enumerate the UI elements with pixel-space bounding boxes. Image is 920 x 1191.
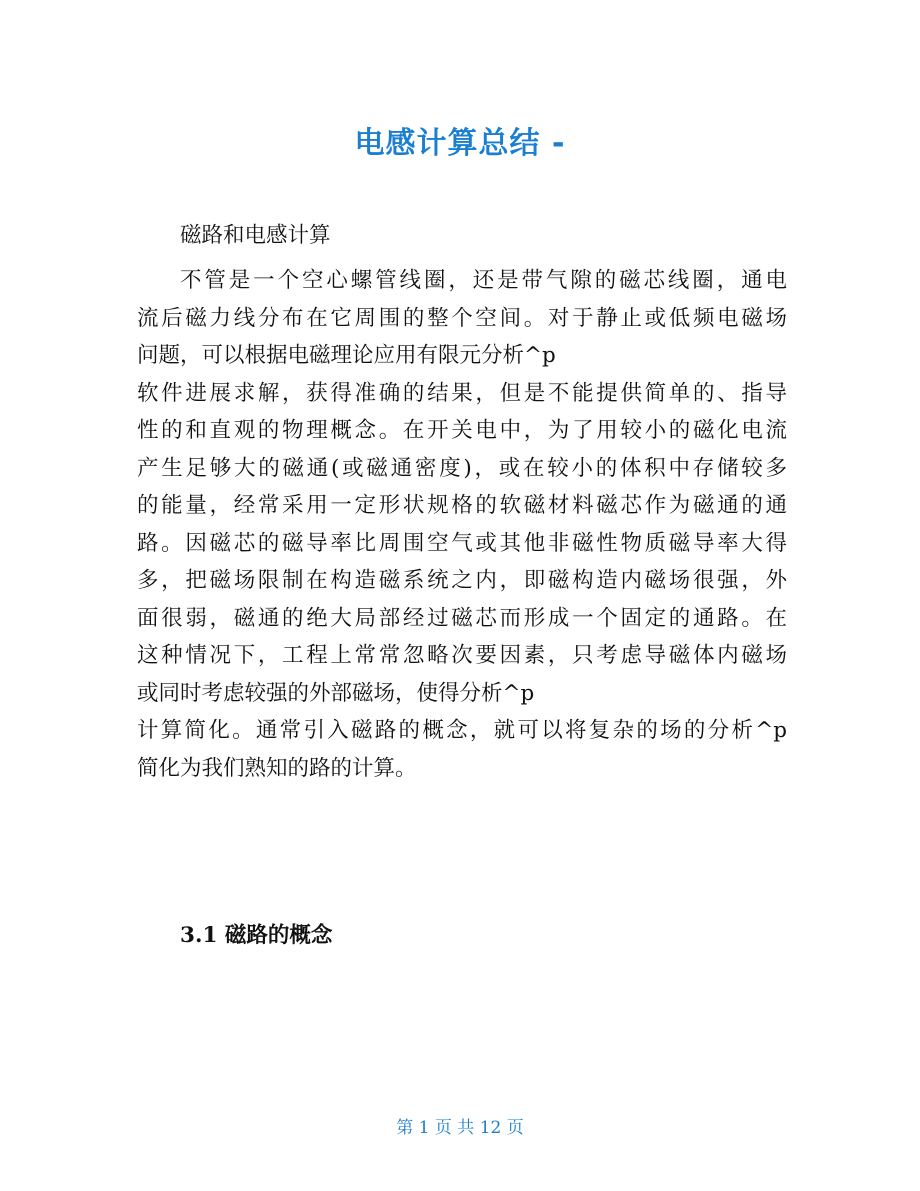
paragraph-line: 性的和直观的物理概念。在开关电中，为了用较小的磁化电流 <box>137 418 787 443</box>
paragraph-line: 面很弱，磁通的绝大局部经过磁芯而形成一个固定的通路。在 <box>137 605 787 631</box>
paragraph-line: 不管是一个空心螺管线圈，还是带气隙的磁芯线圈，通电 <box>180 268 787 293</box>
paragraph-line: 简化为我们熟知的路的计算。 <box>137 755 417 781</box>
paragraph-line: 计算简化。通常引入磁路的概念，就可以将复杂的场的分析^p <box>137 718 787 743</box>
paragraph-line: 的能量，经常采用一定形状规格的软磁材料磁芯作为磁通的通 <box>137 493 787 518</box>
paragraph-line: 问题，可以根据电磁理论应用有限元分析^p <box>137 343 556 368</box>
document-title: 电感计算总结 - <box>354 126 566 161</box>
section-heading-block <box>137 217 787 255</box>
paragraph-line: 多，把磁场限制在构造磁系统之内，即磁构造内磁场很强，外 <box>137 568 787 593</box>
paragraph-line: 这种情况下，工程上常常忽略次要因素，只考虑导磁体内磁场 <box>137 643 787 668</box>
paragraph-line: 软件进展求解，获得准确的结果，但是不能提供简单的、指导 <box>137 380 787 406</box>
subsection-heading: 3.1 磁路的概念 <box>180 923 333 948</box>
paragraph-line: 流后磁力线分布在它周围的整个空间。对于静止或低频电磁场 <box>137 305 787 331</box>
body-paragraph <box>137 262 787 787</box>
paragraph-line: 产生足够大的磁通(或磁通密度)，或在较小的体积中存储较多 <box>137 455 787 481</box>
paragraph-line: 或同时考虑较强的外部磁场，使得分析^p <box>137 680 535 706</box>
page-footer: 第 1 页 共 12 页 <box>396 1118 524 1138</box>
paragraph-line: 路。因磁芯的磁导率比周围空气或其他非磁性物质磁导率大得 <box>137 530 787 556</box>
section-heading: 磁路和电感计算 <box>180 223 331 248</box>
